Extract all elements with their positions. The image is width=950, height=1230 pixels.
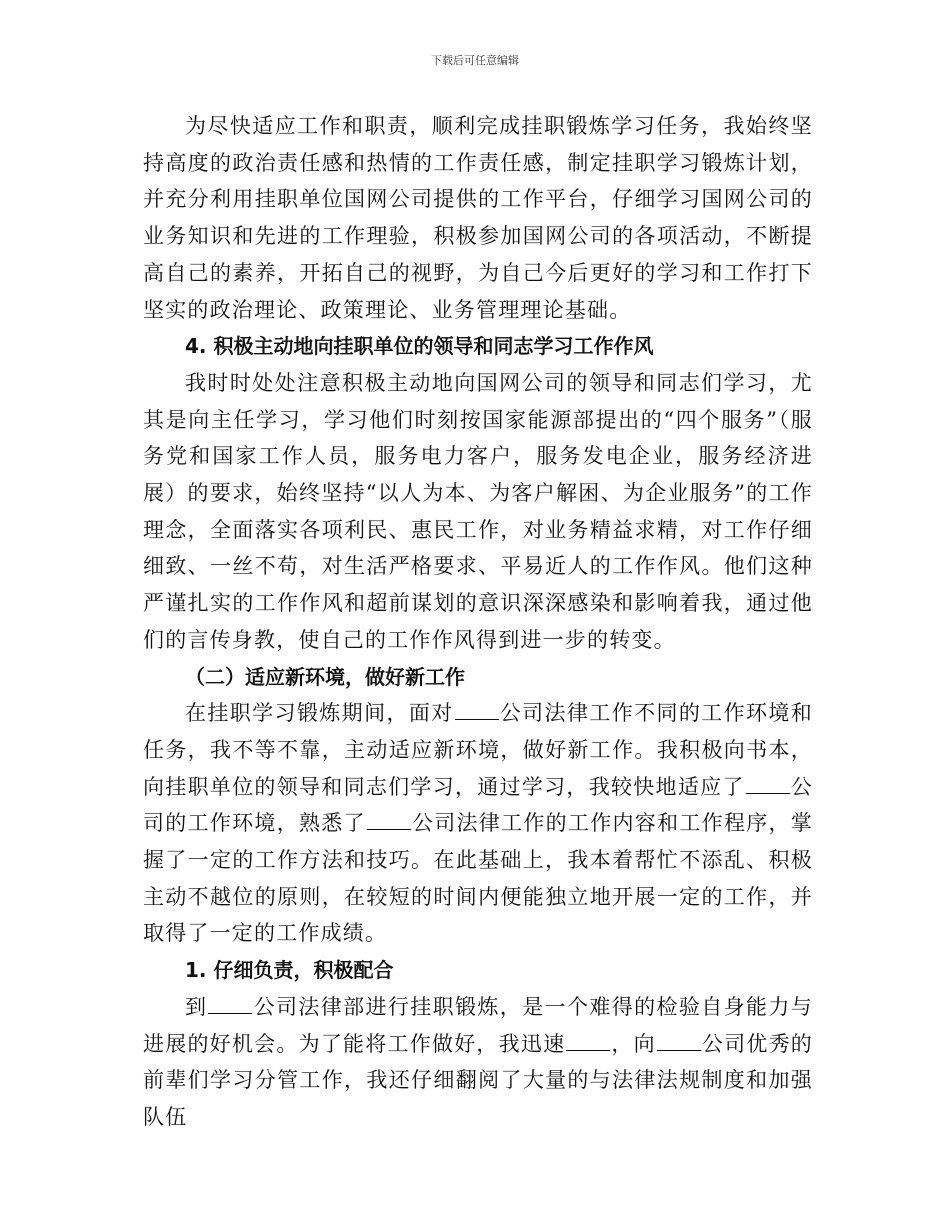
paragraph-4-part-c: ，向 — [611, 1031, 656, 1056]
blank-line — [208, 993, 252, 1014]
paragraph-1: 为尽快适应工作和职责，顺利完成挂职锻炼学习任务，我始终坚持高度的政治责任感和热情的工作责任感，制定挂职学习锻炼计划，并充分利用挂职单位国网公司提供的工作平台，仔细学习国网公司的业务知识和先进的工作理验，积极参加国网公司的各项活动，不断提高自己的素养，开拓自己的视野，为自己今后更好的学习和工作打下坚实的政治理论、政策理论、业务管理理论基础。 — [143, 114, 813, 322]
paragraph-3-part-a: 在挂职学习锻炼期间，面对 — [185, 701, 454, 726]
heading-4: 4. 积极主动地向挂职单位的领导和同志学习工作作风 — [185, 334, 654, 359]
paragraph-4 — [143, 989, 813, 1136]
heading-1: 1. 仔细负责，积极配合 — [185, 958, 394, 983]
blank-line — [746, 773, 790, 794]
blank-line — [367, 809, 411, 830]
paragraph-4-part-b: 公司法律部进行挂职锻炼，是一个难得的检验自身能力与进展的好机会。为了能将工作做好，我迅速 — [143, 994, 814, 1056]
section-heading-2: （二）适应新环境，做好新工作 — [185, 664, 465, 689]
blank-line — [455, 699, 499, 720]
paragraph-3-part-d: 公司法律工作的工作内容和工作程序，掌握了一定的工作方法和技巧。在此基础上，我本着帮忙不添乱、积极主动不越位的原则，在较短的时间内便能独立地开展一定的工作，并取得了一定的工作成绩。 — [143, 811, 813, 946]
paragraph-2: 我时时处处注意积极主动地向国网公司的领导和同志们学习，尤其是向主任学习，学习他们时刻按国家能源部提出的“四个服务”（服务党和国家工作人员，服务电力客户，服务发电企业，服务经济进展）的要求，始终坚持“以人为本、为客户解困、为企业服务”的工作理念，全面落实各项利民、惠民工作，对业务精益求精，对工作仔细细致、一丝不苟，对生活严格要求、平易近人的工作作风。他们这种严谨扎实的工作作风和超前谋划的意识深深感染和影响着我，通过他们的言传身教，使自己的工作作风得到进一步的转变。 — [143, 370, 813, 652]
paragraph-3 — [143, 695, 813, 952]
paragraph-3-part-c: 公司的工作环境，熟悉了 — [143, 774, 813, 836]
page-header: 下载后可任意编辑 — [431, 54, 519, 67]
document-body — [143, 108, 813, 1136]
blank-line — [566, 1030, 610, 1051]
paragraph-3-part-b: 公司法律工作不同的工作环境和任务，我不等不靠，主动适应新环境，做好新工作。我积极向书本，向挂职单位的领导和同志们学习，通过学习，我较快地适应了 — [143, 701, 813, 799]
paragraph-4-part-a: 到 — [185, 994, 208, 1019]
blank-line — [657, 1030, 701, 1051]
paragraph-4-part-d: 公司优秀的前辈们学习分管工作，我还仔细翻阅了大量的与法律法规制度和加强队伍 — [143, 1031, 814, 1129]
